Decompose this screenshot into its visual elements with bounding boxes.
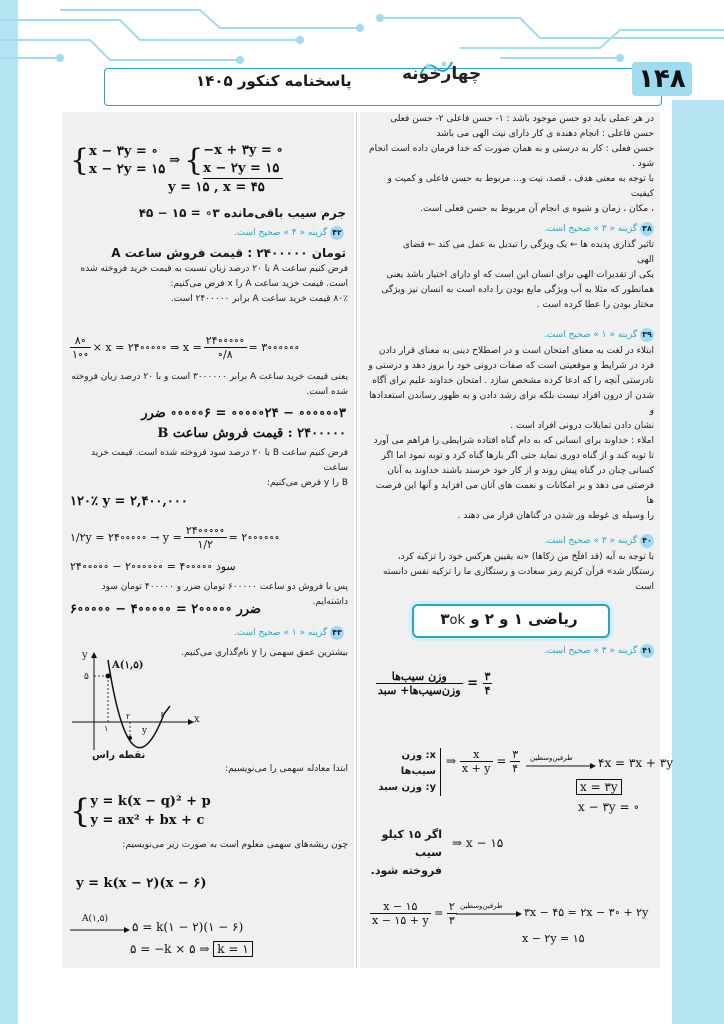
right-text-block-39: [366, 344, 654, 524]
variable-definitions: [368, 748, 441, 796]
answer-40: [440, 534, 654, 548]
equation-41-ratio-2: $\frac{x - ۱۵}{x - ۱۵ + y}$ = $\frac{۲}{۳}$: [372, 900, 455, 927]
text-line: فرد در شرایط و موقعیتی است که صفات درونی خود را بروز دهد و درستی و: [368, 361, 654, 371]
label-point-a: A(۱,۵): [112, 660, 144, 671]
question-number-badge: ۳۸: [640, 222, 654, 236]
text-line: حسن فاعلی : انجام دهنده ی کار دارای نیت الهی می باشد: [436, 129, 654, 139]
left-margin-strip: [0, 0, 18, 1024]
equation-41-boxed: x = ۳y: [576, 780, 622, 794]
text-line: فرض کنیم ساعت A با ۲۰ درصد زیان نسبت به قیمت خرید فروخته شده: [80, 264, 348, 274]
text-line: تاثیر گذاری پدیده ها ← یک ویژگی را تبدیل به عمل می کند ← قضای: [402, 240, 654, 250]
section-title: ریاضی ۱ و ۲ و ۳: [440, 610, 578, 628]
fraction-denominator: ۴: [484, 684, 491, 697]
equation-41-condition: ⇒ x − ۱۵: [452, 836, 504, 850]
equation-41-ratio: $\frac{\text{وزن سیب‌ها}}{\text{وزن‌سیب‌ها+ سبد}}$ = $\frac{۳}{۴}$: [378, 670, 491, 697]
text-line: ۸۰٪ قیمت خرید ساعت A برابر ۲۴۰۰۰۰۰ است.: [170, 294, 348, 304]
equation-41-result-2: ۳x − ۴۵ = ۲x − ۳∘ + ۲y: [524, 906, 649, 919]
var-x: x: وزن سیب‌ها: [400, 750, 436, 777]
column-divider: [356, 112, 357, 968]
answer-42: [130, 226, 344, 240]
net-loss: ۶∘∘∘∘∘ − ۴∘∘∘∘∘ = ۲∘∘∘∘∘ ضرر: [70, 602, 261, 617]
answer-text: گزینه « ۳ » صحیح است.: [543, 536, 638, 546]
text-line: حسن فعلی : کار به درستی و به همان صورت که خدا فرمان داده است انجام: [369, 144, 654, 154]
equation-parabola-3: ۵ = −k × ۵ ⇒ k = ۱: [130, 942, 253, 956]
text-line: نادرستی آنچه را که ادعا کرده مشخص سازد . امتحان خداوند علیم برای آگاه: [372, 376, 654, 386]
text-line: در هر عملی باید دو حسن موجود باشد : ۱- حسن فاعلی ۲- حسن فعلی: [390, 114, 654, 124]
vertex-point: [128, 736, 132, 740]
label-y-tick: ۵: [84, 672, 89, 682]
arrow-right-icon: [456, 910, 522, 918]
answer-43: [130, 626, 344, 640]
text-line: مختار بودن را عطا کرده است .: [536, 300, 654, 310]
answer-text: گزینه « ۴ » صحیح است.: [233, 228, 328, 238]
left-text-block-b: [68, 446, 348, 491]
question-number-badge: ۴۳: [330, 626, 344, 640]
answer-text: گزینه « ۱ » صحیح است.: [543, 330, 638, 340]
text-line: ، مکان ، زمان و شیوه ی انجام آن مربوط به حسن فعلی است.: [420, 204, 654, 214]
equation-41-result: ۴x = ۳x + ۳y: [598, 756, 674, 770]
equation-parabola-2: ۵ = k(۱ − ۲)(۱ − ۶): [132, 920, 244, 934]
text-line: الهی: [637, 255, 654, 265]
text-line: B را y فرض می‌کنیم:: [266, 478, 348, 488]
section-heading: [412, 604, 606, 634]
arrow-label-cross-multiply-2: طرفین‌وسطین: [460, 902, 503, 910]
answer-text: گزینه « ۳ » صحیح است.: [543, 224, 638, 234]
question-number-badge: ۴۲: [330, 226, 344, 240]
equation-system-parabola: { y = k(x − q)² + p y = ax² + bx + c: [70, 792, 211, 830]
var-y: y: وزن سبد: [378, 782, 436, 793]
equation-41-substitution: ⇒ $\frac{x}{x + y}$ = $\frac{۳}{۴}$: [446, 748, 519, 775]
label-vertex: نقطه راس: [92, 750, 146, 761]
fraction-numerator: ۳: [484, 670, 491, 683]
left-text-block-a2: [68, 370, 348, 400]
price-a: تومان ۲۴۰۰۰۰۰ : قیمت فروش ساعت A: [111, 246, 346, 260]
right-text-block-1: [366, 112, 654, 217]
text-43c: چون ریشه‌های سهمی معلوم است به صورت زیر می‌نویسیم:: [122, 840, 348, 850]
equation-price-b-1: ۱۲۰٪ y = ۲,۴۰۰,۰۰۰: [70, 494, 188, 509]
text-line: شدن از درون افراد نیست بلکه برای رشد دادن و به ظهور رساندن استعدادها و: [369, 391, 654, 416]
text-line: املاء : خداوند برای انسانی که به دام گناه افتاده شرایطی را فراهم می آورد: [373, 436, 654, 446]
text-line: است. قیمت خرید ساعت A را x فرض می‌کنیم:: [170, 279, 348, 289]
final-answer-box: k = ۱: [213, 941, 252, 957]
label-y-axis: y: [82, 650, 88, 661]
brand-name: چهارخونه: [402, 64, 482, 84]
equation-parabola-1: y = k(x − ۲)(x − ۶): [76, 876, 207, 891]
text-line: با توجه به آیه (قد افلَحَ من زکاها) «به یقیین هرکس خود را تزکیه کرد،: [397, 552, 654, 562]
text-line: شود .: [632, 159, 654, 169]
text-line: همانطور که مثلا به آب ویژگی مایع بودن را داده است به انسان نیز ویژگی: [381, 285, 654, 295]
page-number: ۱۴۸: [638, 64, 686, 94]
label-x-axis: x: [194, 714, 200, 725]
answer-text: گزینه « ۳ » صحیح است.: [543, 646, 638, 656]
text-line: فرصتی می دهد و بر امکانات و نعمت های آنان می افزاید و آنها این فرصت ها: [375, 481, 654, 506]
remaining-mass: جرم سیب باقی‌مانده ۳∘ = ۱۵ − ۴۵: [138, 206, 346, 220]
text-line: فرض کنیم ساعت B با ۲۰ درصد سود فروخته شده است. قیمت خرید ساعت: [91, 448, 348, 473]
label-depth: y: [142, 726, 148, 736]
section-mark: ok: [449, 613, 465, 628]
summary-text: پس با فروش دو ساعت ۶۰۰۰۰۰ تومان ضرر و ۴۰۰۰۰۰ تومان سود داشته‌ایم.: [101, 582, 348, 607]
header-bar: [104, 68, 662, 106]
arrow-right-icon: [70, 926, 130, 934]
loss-a: ۳∘∘∘∘∘∘ − ۲۴∘∘∘∘∘ = ۶∘∘∘∘∘ ضرر: [141, 406, 346, 421]
answer-41: [440, 644, 654, 658]
text-line: را وسیله ی غوطه ور شدن در گناهان قرار می دهند .: [457, 511, 654, 521]
profit-b: ۲۴∘∘∘∘∘ − ۲∘∘∘∘∘∘ = ۴∘∘∘∘∘ سود: [70, 560, 236, 573]
answer-text: گزینه « ۱ » صحیح است.: [233, 628, 328, 638]
question-number-badge: ۴۱: [640, 644, 654, 658]
text-line: شده است.: [306, 387, 348, 397]
text-line: تا توبه کند و از گناه دوری نماید حتی اگر بارها گناه کرد و توبه نمود اما اگر: [381, 451, 654, 461]
text-line: کسانی چنان در گناه پیش روند و از کار خود خرسند باشند خداوند به آنان: [387, 466, 654, 476]
right-text-block-40: [366, 550, 654, 595]
text-43b: ابتدا معادله سهمی را می‌نویسیم:: [225, 764, 348, 774]
label-x-tick-2: ۲: [126, 712, 131, 721]
text-line: یعنی قیمت خرید ساعت A برابر ۳۰۰۰۰۰۰ است و با ۲۰ درصد زیان فروخته: [71, 372, 348, 382]
label-x-tick-6: ۶: [160, 710, 165, 719]
right-text-block-38: [366, 238, 654, 313]
system-result: y = ۱۵ , x = ۴۵: [168, 180, 265, 195]
price-b: ۲۴۰۰۰۰۰ : قیمت فروش ساعت B: [157, 426, 346, 441]
question-number-badge: ۳۹: [640, 328, 654, 342]
text-line: با توجه به معنی هدف ، قصد، نیت و... مربوط به حسن فاعلی و کمیت و کیفیت: [387, 174, 654, 199]
text-43: بیشترین عمق سهمی را y نام‌گذاری می‌کنیم.: [181, 648, 348, 658]
text-line: نشان دادن تمایلات درونی افراد است .: [510, 421, 654, 431]
text-line: رستگار شد» قرآن کریم رمز سعادت و رستگاری ما را تزکیه نفس دانسته است: [383, 567, 654, 592]
text-line: ابتلاء در لغت به معنای امتحان است و در اصطلاح دینی به معنای قرار دادن: [378, 346, 654, 356]
left-text-block-a: [68, 262, 348, 307]
text-line: یکی از تقدیرات الهی برای انسان این است که او دارای اختیار باشد یعنی: [386, 270, 654, 280]
right-margin-strip: [672, 100, 724, 1024]
equation-price-b-2: ۱/۲y = ۲۴∘∘∘∘∘ → y = $\frac{۲۴\circ\circ\circ\circ\circ}{۱/۲}$ = ۲∘∘∘∘∘∘: [70, 524, 280, 551]
arrow-right-icon: [526, 762, 596, 770]
answer-38: [440, 222, 654, 236]
arrow-label-cross-multiply: طرفین‌وسطین: [530, 754, 573, 762]
equation-price-a: $\frac{۸\circ}{۱\circ\circ}$ × x = ۲۴∘∘∘∘∘ ⇒ x = $\frac{۲۴\circ\circ\circ\circ\circ}{\circ/۸}$ = ۳∘∘∘∘∘∘: [72, 334, 300, 361]
fraction-denominator: وزن‌سیب‌ها+ سبد: [378, 684, 461, 697]
header-title: پاسخنامه کنکور ۱۴۰۵: [196, 72, 352, 90]
label-x-tick-1: ۱: [104, 724, 109, 733]
point-a: [106, 674, 111, 679]
equation-system-1: { x − ۳y = ∘ x − ۲y = ۱۵ ⇒ { −x + ۳y = ∘ x − ۲y = ۱۵: [70, 142, 284, 178]
question-number-badge: ۴۰: [640, 534, 654, 548]
equation-41-simplified: x − ۳y = ∘: [578, 800, 640, 814]
arrow-label-point-a: A(۱,۵): [82, 914, 109, 924]
condition-text: اگر ۱۵ کیلو سیب فروخته شود.: [370, 828, 442, 877]
answer-39: [440, 328, 654, 342]
equation-41-result-3: x − ۲y = ۱۵: [522, 932, 585, 945]
fraction-numerator: وزن سیب‌ها: [376, 670, 463, 684]
parabola-curve: [108, 660, 170, 748]
